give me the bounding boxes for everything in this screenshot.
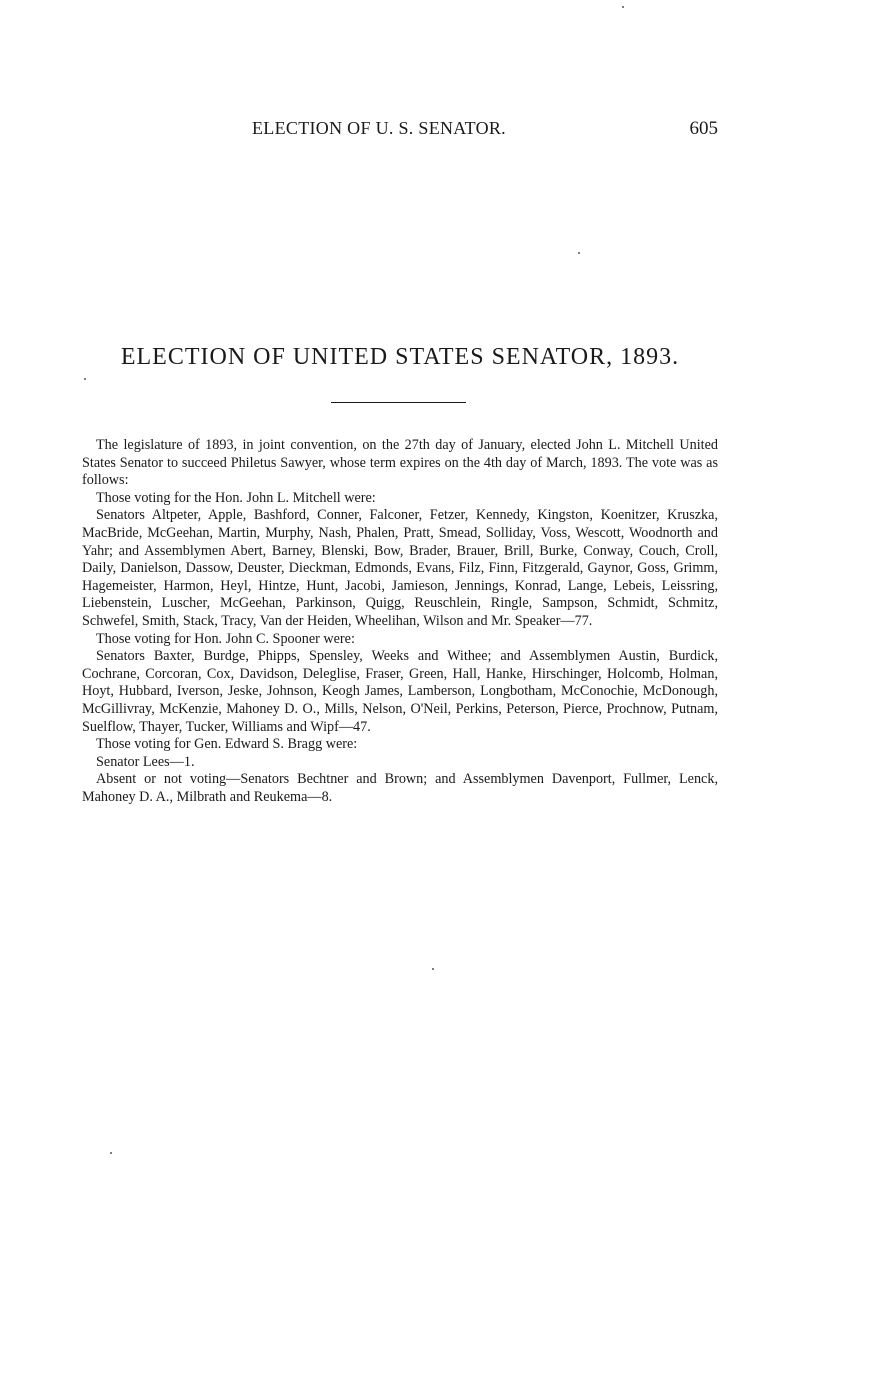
title-divider — [331, 402, 466, 403]
running-header — [80, 118, 720, 142]
scan-speck — [578, 252, 580, 254]
spooner-heading: Those voting for Hon. John C. Spooner were: — [96, 630, 355, 647]
bragg-heading: Those voting for Gen. Edward S. Bragg were: — [96, 736, 358, 753]
document-body — [82, 437, 718, 806]
bragg-voters: Senator Lees—1. — [96, 753, 195, 770]
spooner-voters: Senators Baxter, Burdge, Phipps, Spensley, Weeks and Withee; and Assemblymen Austin, Burdick, Cochrane, Corcoran, Cox, Davidson, Deleglise, Fraser, Green, Hall, Hanke, Hirschinger, Holcomb, Holman, Hoyt, Hubbard, Iverson, Jeske, Johnson, Keogh James, Lamberson, Longbotham, McConochie, McDonough, McGillivray, McKenzie, Mahoney D. O., Mills, Nelson, O'Neil, Perkins, Peterson, Pierce, Prochnow, Putnam, Suelflow, Thayer, Tucker, Williams and Wipf—47. — [82, 648, 718, 735]
absent-voters: Absent or not voting—Senators Bechtner and Brown; and Assemblymen Davenport, Fullmer, Lenck, Mahoney D. A., Milbrath and Reukema—8. — [82, 771, 718, 805]
scan-speck — [622, 6, 624, 8]
scan-speck — [432, 968, 434, 970]
mitchell-heading: Those voting for the Hon. John L. Mitchell were: — [96, 489, 376, 506]
scan-speck — [110, 1152, 112, 1154]
running-title: ELECTION OF U. S. SENATOR. — [252, 118, 506, 138]
page-title: ELECTION OF UNITED STATES SENATOR, 1893. — [120, 344, 680, 370]
intro-paragraph: The legislature of 1893, in joint convention, on the 27th day of January, elected John L. Mitchell United States Senator to succeed Philetus Sawyer, whose term expires on the 4th day of March, 1893. The vote was as follows: — [82, 437, 718, 489]
scan-speck — [84, 378, 86, 380]
page-number: 605 — [689, 118, 718, 139]
mitchell-voters: Senators Altpeter, Apple, Bashford, Conner, Falconer, Fetzer, Kennedy, Kingston, Koenitzer, Kruszka, MacBride, McGeehan, Martin, Murphy, Nash, Phalen, Pratt, Smead, Solliday, Voss, Wescott, Woodnorth and Yahr; and Assemblymen Abert, Barney, Blenski, Bow, Brader, Brauer, Brill, Burke, Conway, Couch, Croll, Daily, Danielson, Dassow, Deuster, Dieckman, Edmonds, Evans, Filz, Finn, Fitzgerald, Gaynor, Goss, Grimm, Hagemeister, Harmon, Heyl, Hintze, Hunt, Jacobi, Jamieson, Jennings, Konrad, Lange, Lebeis, Leissring, Liebenstein, Luscher, McGeehan, Parkinson, Quigg, Reuschlein, Ringle, Sampson, Schmidt, Schmitz, Schwefel, Smith, Stack, Tracy, Van der Heiden, Wheelihan, Wilson and Mr. Speaker—77. — [82, 507, 718, 629]
